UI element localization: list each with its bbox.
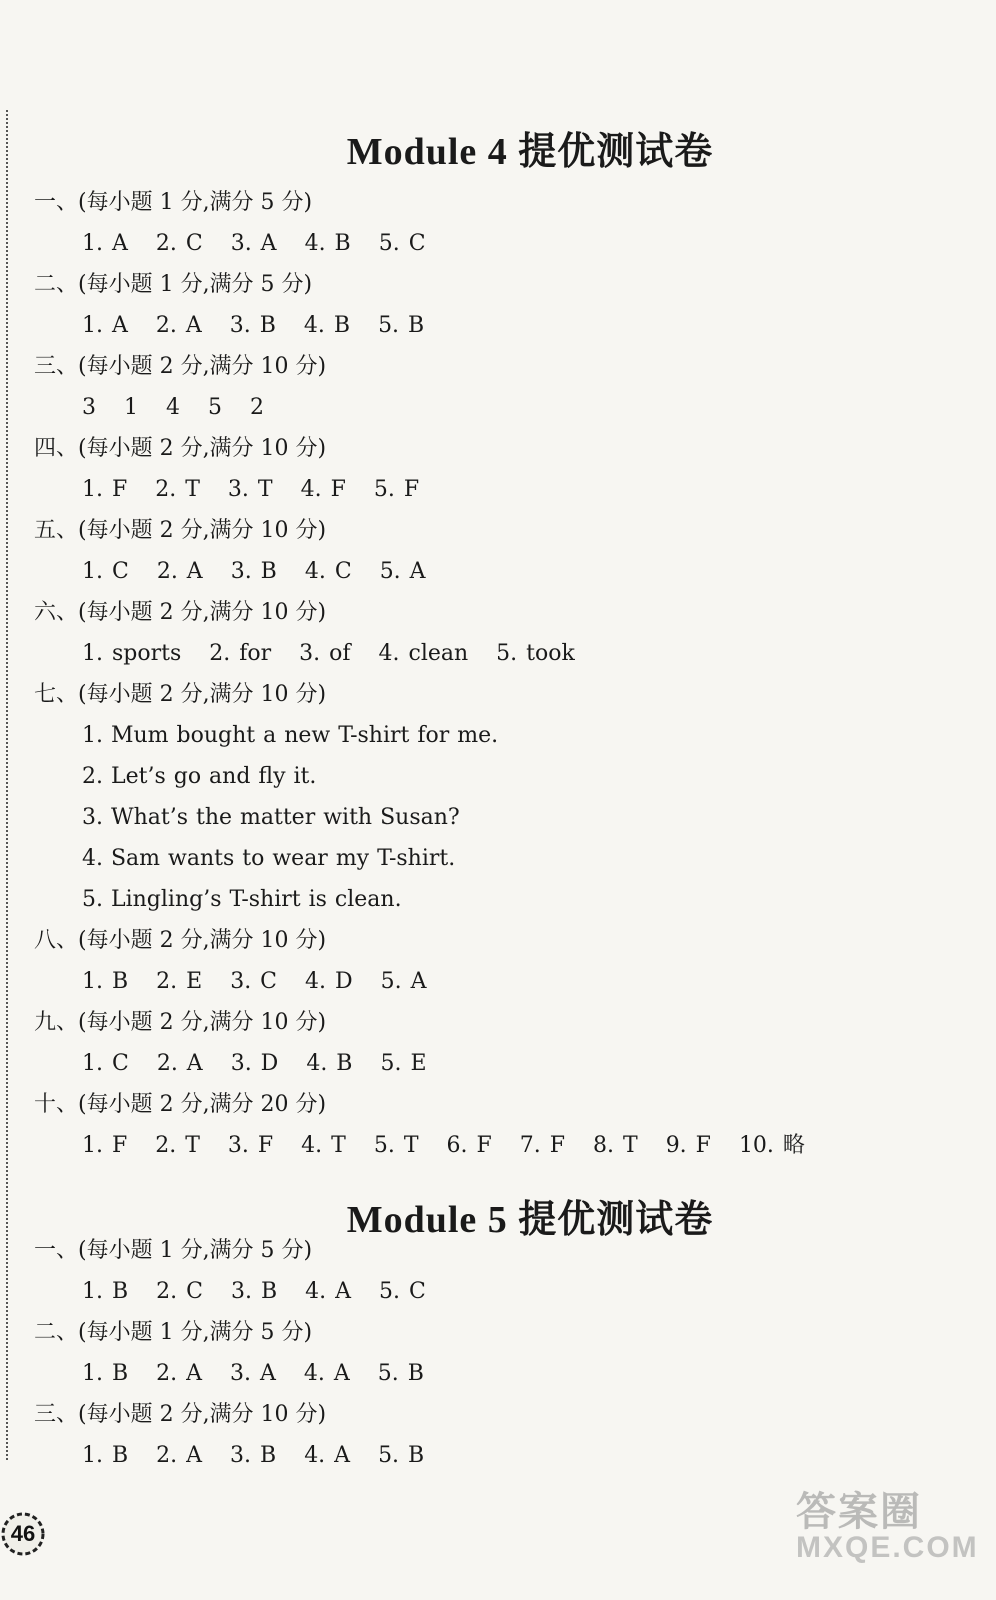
answer-item: 1. B [82, 969, 129, 994]
section-heading: 三、(每小题 2 分,满分 10 分) [34, 354, 327, 379]
module-4-answers [34, 182, 833, 1166]
answer-item: 2. for [209, 641, 272, 666]
answer-item: 2. A [156, 1361, 203, 1386]
answer-item: 4. D [305, 969, 353, 994]
answer-sentence: 1. Mum bought a new T-shirt for me. [82, 723, 499, 748]
answer-item: 3. B [230, 1443, 277, 1468]
answer-item: 1. B [82, 1361, 129, 1386]
answer-item: 5. A [379, 559, 426, 584]
answer-item: 1 [124, 395, 138, 420]
answer-line [34, 1271, 454, 1312]
answer-item: 3. D [230, 1051, 279, 1076]
answer-sentence: 3. What’s the matter with Susan? [82, 805, 460, 830]
section-heading: 二、(每小题 1 分,满分 5 分) [34, 272, 313, 297]
answer-line [34, 1043, 833, 1084]
answer-item: 9. F [665, 1133, 711, 1158]
section-heading: 一、(每小题 1 分,满分 5 分) [34, 1238, 313, 1263]
answer-item: 1. B [82, 1443, 129, 1468]
section-heading: 十、(每小题 2 分,满分 20 分) [34, 1092, 327, 1117]
answer-item: 5. B [378, 313, 425, 338]
answer-line [34, 387, 833, 428]
binding-dotted-line [6, 110, 8, 1460]
answer-item: 5. F [373, 477, 420, 502]
answer-item: 5. B [378, 1443, 425, 1468]
answer-item: 1. F [82, 477, 128, 502]
answer-item: 3. B [229, 313, 276, 338]
module-5-title: Module 5 提优测试卷 [346, 1199, 714, 1241]
section-heading: 九、(每小题 2 分,满分 10 分) [34, 1010, 327, 1035]
answer-item: 2. C [156, 1279, 203, 1304]
site-watermark [796, 1480, 979, 1570]
answer-item: 1. A [82, 231, 128, 256]
answer-item: 7. F [519, 1133, 566, 1158]
answer-item: 5. T [373, 1133, 419, 1158]
answer-item: 1. C [82, 1051, 129, 1076]
section-heading: 五、(每小题 2 分,满分 10 分) [34, 518, 327, 543]
section-heading: 一、(每小题 1 分,满分 5 分) [34, 190, 313, 215]
answer-item: 5. A [380, 969, 427, 994]
answer-item: 4. A [305, 1279, 352, 1304]
answer-item: 3. of [299, 641, 351, 666]
answer-item: 2. A [156, 559, 203, 584]
answer-item: 2. A [156, 1051, 203, 1076]
answer-item: 3. B [230, 559, 277, 584]
answer-item: 5. E [380, 1051, 427, 1076]
answer-item: 1. A [82, 313, 128, 338]
watermark-url: MXQE.COM [796, 1531, 979, 1564]
answer-item: 4. A [304, 1443, 351, 1468]
answer-item: 3. F [227, 1133, 274, 1158]
answer-item: 2. A [156, 1443, 203, 1468]
section-heading: 二、(每小题 1 分,满分 5 分) [34, 1320, 313, 1345]
page-number-badge [0, 1508, 46, 1560]
answer-item: 4. A [303, 1361, 350, 1386]
answer-line [34, 1353, 454, 1394]
module-5-answers [34, 1230, 454, 1476]
page-number: 46 [10, 1521, 36, 1546]
answer-item: 2. T [155, 477, 200, 502]
section-heading: 三、(每小题 2 分,满分 10 分) [34, 1402, 327, 1427]
answer-item: 3. T [227, 477, 273, 502]
module-4-title: Module 4 提优测试卷 [346, 131, 714, 173]
answer-item: 1. B [82, 1279, 129, 1304]
answer-item: 5. B [377, 1361, 424, 1386]
answer-line [34, 469, 833, 510]
answer-item: 4. C [304, 559, 352, 584]
answer-item: 4. clean [378, 641, 469, 666]
answer-item: 4. B [306, 1051, 353, 1076]
answer-line [34, 961, 833, 1002]
answer-sentence: 5. Lingling’s T-shirt is clean. [82, 887, 402, 912]
answer-item: 3. B [230, 1279, 278, 1304]
answer-item: 4. B [304, 231, 351, 256]
answer-item: 5 [208, 395, 222, 420]
answer-item: 5. C [378, 231, 426, 256]
answer-line [34, 1125, 833, 1166]
answer-item: 3. A [230, 231, 277, 256]
answer-item: 3. C [230, 969, 278, 994]
answer-item: 1. F [82, 1133, 128, 1158]
answer-item: 2. C [155, 231, 203, 256]
answer-item: 1. C [82, 559, 129, 584]
answer-item: 8. T [593, 1133, 638, 1158]
answer-item: 1. sports [82, 641, 182, 666]
answer-item: 4. T [301, 1133, 346, 1158]
section-heading: 六、(每小题 2 分,满分 10 分) [34, 600, 327, 625]
answer-item: 5. C [379, 1279, 426, 1304]
answer-sentence: 4. Sam wants to wear my T-shirt. [82, 846, 456, 871]
answer-item: 3 [82, 395, 96, 420]
answer-line [34, 1435, 454, 1476]
answer-line [34, 551, 833, 592]
answer-item: 10. 略 [738, 1133, 805, 1158]
watermark-logo-text: 答案圈 [796, 1489, 922, 1535]
section-heading: 八、(每小题 2 分,满分 10 分) [34, 928, 327, 953]
answer-item: 4. F [300, 477, 346, 502]
answer-item: 3. A [230, 1361, 276, 1386]
answer-sentence: 2. Let’s go and fly it. [82, 764, 317, 789]
answer-item: 6. F [446, 1133, 492, 1158]
answer-item: 2. A [155, 313, 202, 338]
answer-item: 4. B [303, 313, 351, 338]
answer-item: 2. T [155, 1133, 200, 1158]
answer-line [34, 223, 833, 264]
answer-item: 5. took [496, 641, 575, 666]
answer-line [34, 633, 833, 674]
answer-item: 2 [250, 395, 264, 420]
section-heading: 七、(每小题 2 分,满分 10 分) [34, 682, 327, 707]
answer-item: 4 [166, 395, 180, 420]
section-heading: 四、(每小题 2 分,满分 10 分) [34, 436, 327, 461]
answer-line [34, 305, 833, 346]
answer-item: 2. E [156, 969, 203, 994]
